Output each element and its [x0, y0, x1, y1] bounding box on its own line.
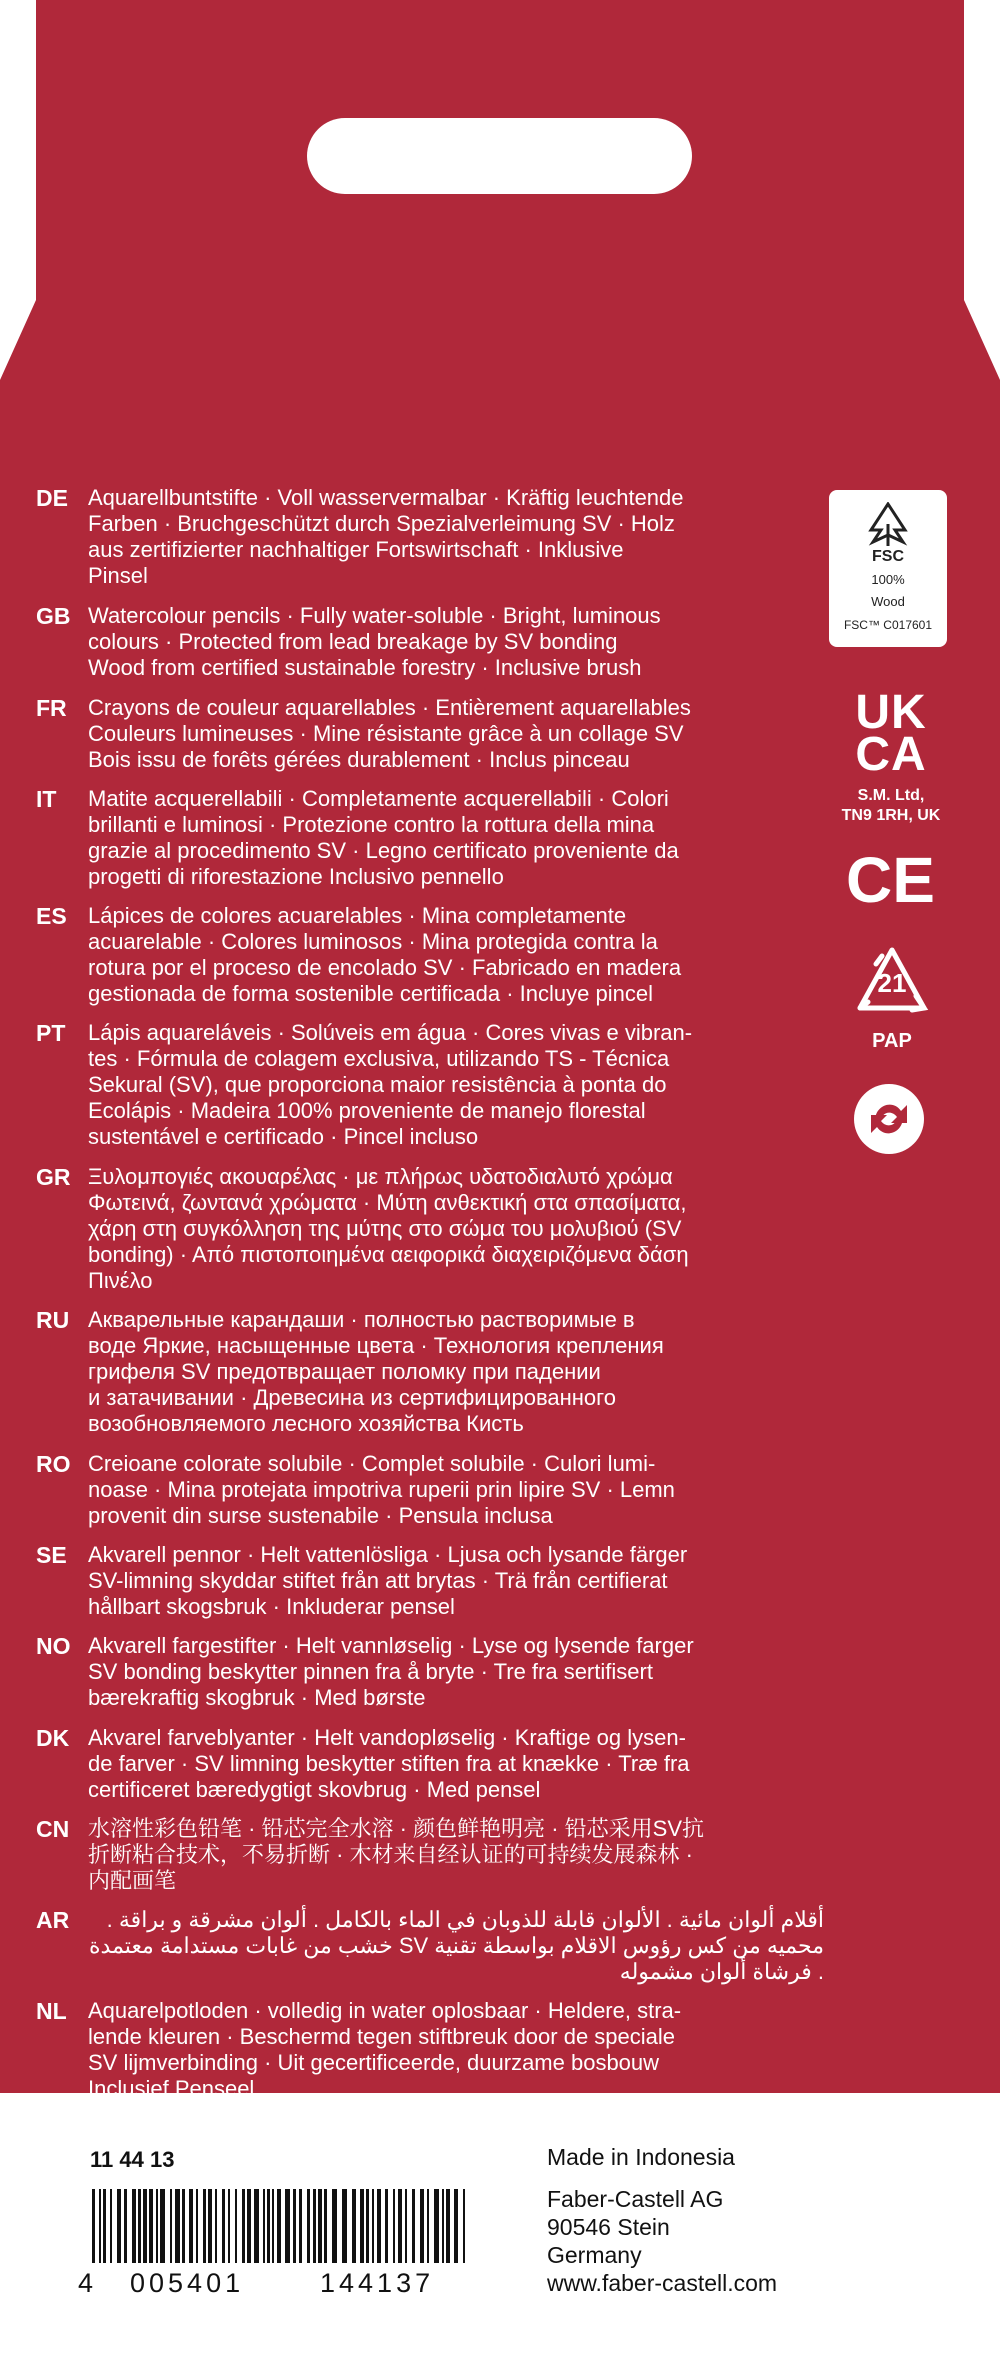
fsc-material: Wood — [871, 594, 905, 609]
barcode-bar — [352, 2189, 356, 2263]
lang-text: Watercolour pencils · Fully water-soluble · Bright, luminous colours · Protected from lead breakage by SV bonding Wood from certified sustainable forestry · Inclusive brush — [88, 603, 661, 680]
barcode-bar — [293, 2189, 296, 2263]
barcode-digits-right: 144137 — [320, 2268, 435, 2298]
lang-code: FR — [36, 695, 67, 721]
lang-text: Akvarell fargestifter · Helt vannløselig · Lyse og lysende farger SV bonding beskytter pinnen fra å bryte · Tre fra sertifisert bærekraftig skogbruk · Med børste — [88, 1633, 694, 1710]
company-city: 90546 Stein — [547, 2214, 670, 2240]
ce-mark: CE — [846, 844, 935, 916]
barcode-bar — [398, 2189, 402, 2263]
barcode-bar — [228, 2189, 230, 2263]
barcode-bar — [208, 2189, 212, 2263]
barcode-bar — [372, 2189, 374, 2263]
lang-code: RO — [36, 1451, 71, 1477]
sku-number: 11 44 13 — [90, 2147, 175, 2172]
ukca-mark-top: UK — [855, 686, 927, 739]
lang-code: GR — [36, 1164, 71, 1190]
lang-text: Akvarel farveblyanter · Helt vandopløselig · Kraftige og lysen- de farver · SV limning beskytter stiften fra at knække · Træ fra certificeret bæredygtigt skovbrug · Med pensel — [88, 1725, 690, 1802]
barcode-bar — [446, 2189, 450, 2263]
barcode-bar — [242, 2189, 245, 2263]
lang-code: DE — [36, 485, 68, 511]
company-country: Germany — [547, 2242, 642, 2268]
barcode-bar — [160, 2189, 165, 2263]
barcode-bar — [124, 2189, 127, 2263]
lang-text: Aquarellbuntstifte · Voll wasservermalbar · Kräftig leuchtende Farben · Bruchgeschützt durch Spezialverleimung SV · Holz aus zertifizierter nachhaltiger Fortswirtschaft · Inklusive Pinsel — [88, 485, 684, 588]
barcode-bar — [434, 2189, 439, 2263]
lang-code: IT — [36, 786, 57, 812]
lang-text: Akvarell pennor · Helt vattenlösliga · Ljusa och lysande färger SV-limning skyddar stiftet från att brytas · Trä från certifierat hållbart skogsbruk · Inkluderar pensel — [88, 1542, 688, 1619]
lang-text: Creioane colorate solubile · Complet solubile · Culori lumi- noase · Mina protejata impotriva ruperii prin lipire SV · Lemn provenit din surse sustenabile · Pensula inclusa — [88, 1451, 675, 1528]
barcode-digits-left: 005401 — [130, 2268, 245, 2298]
lang-text: أقلام ألوان مائية . الألوان قابلة للذوبان في الماء بالكامل . ألوان مشرقة و براقة . محميه من كس رؤوس الاقلام بواسطة تقنية SV خشب من غابات مستدامة معتمدة . فرشاة ألوان مشموله — [89, 1907, 824, 1984]
barcode-bar — [175, 2189, 180, 2263]
recycle-number: 21 — [877, 968, 907, 998]
barcode-bar — [143, 2189, 147, 2263]
barcode-bar — [138, 2189, 141, 2263]
barcode-bar — [299, 2189, 302, 2263]
barcode-bar — [92, 2189, 95, 2263]
fsc-label: FSC — [872, 548, 904, 565]
barcode-bar — [412, 2189, 415, 2263]
lang-text: Lápis aquareláveis · Solúveis em água · Cores vivas e vibran- tes · Fórmula de colagem exclusiva, utilizando TS - Técnica Sekural (SV), que proporciona maior resistência à ponta do Ecolápis · Madeira 100% proveniente de manejo florestal sustentável e certificado · Pincel incluso — [88, 1020, 693, 1149]
barcode-bar — [307, 2189, 310, 2263]
barcode-bar — [420, 2189, 424, 2263]
barcode-bar — [313, 2189, 316, 2263]
company-info — [547, 2143, 777, 2297]
barcode-bar — [285, 2189, 290, 2263]
barcode-bar — [215, 2189, 217, 2263]
lang-code: NL — [36, 1998, 67, 2024]
barcode-bar — [149, 2189, 153, 2263]
barcode-bar — [110, 2189, 112, 2263]
fsc-percent: 100% — [871, 572, 905, 587]
barcode-bar — [267, 2189, 270, 2263]
barcode-bar — [189, 2189, 193, 2263]
barcode-bar — [117, 2189, 121, 2263]
barcode-bar — [318, 2189, 322, 2263]
fsc-tree-icon — [851, 502, 925, 546]
ukca-address: S.M. Ltd, TN9 1RH, UK — [841, 787, 941, 824]
barcode-bar — [442, 2189, 444, 2263]
hang-hole — [307, 118, 692, 194]
barcode-bar — [393, 2189, 395, 2263]
lang-code: SE — [36, 1542, 67, 1568]
lang-code: AR — [36, 1907, 70, 1933]
barcode-bar — [99, 2189, 101, 2263]
barcode-bar — [377, 2189, 381, 2263]
lang-code: NO — [36, 1633, 71, 1659]
barcode-bar — [103, 2189, 106, 2263]
barcode-bar — [182, 2189, 185, 2263]
barcode-bar — [385, 2189, 388, 2263]
barcode-bar — [247, 2189, 251, 2263]
ukca-mark — [828, 686, 954, 826]
lang-text: 水溶性彩色铅笔 · 铅芯完全水溶 · 颜色鲜艳明亮 · 铅芯采用SV抗 折断粘合技术，不易折断 · 木材来自经认证的可持续发展森林 · 内配画笔 — [88, 1816, 705, 1893]
lang-text: Crayons de couleur aquarellables · Entièrement aquarellables Couleurs lumineuses · Mine résistante grâce à un collage SV Bois issu de forêts gérées durablement · Inclus pinceau — [88, 695, 691, 772]
lang-text: Акварельные карандаши · полностью растворимые в воде Яркие, насыщенные цвета · Технология крепления грифеля SV предотвращает поломку при падении и затачивании · Древесина из сертифицированного возобновляемого лесного хозяйства Кисть — [88, 1307, 664, 1436]
barcode-bar — [454, 2189, 458, 2263]
barcode-bar — [405, 2189, 407, 2263]
barcode-bar — [366, 2189, 369, 2263]
fsc-code: FSC™ C017601 — [843, 618, 933, 632]
barcode-bar — [427, 2189, 429, 2263]
lang-code: PT — [36, 1020, 66, 1046]
pap-label: PAP — [872, 1030, 912, 1052]
lang-code: RU — [36, 1307, 70, 1333]
barcode-bar — [132, 2189, 136, 2263]
barcode-bar — [277, 2189, 281, 2263]
barcode-bar — [324, 2189, 327, 2263]
barcode-bar — [222, 2189, 225, 2263]
barcode-digit-lead: 4 — [78, 2268, 94, 2298]
barcode-bar — [156, 2189, 158, 2263]
fsc-badge — [829, 490, 947, 647]
barcode-bar — [235, 2189, 237, 2263]
barcode-bar — [170, 2189, 172, 2263]
barcode-bar — [196, 2189, 198, 2263]
barcode-bars — [78, 2183, 480, 2263]
lang-text: Aquarelpotloden · volledig in water oplosbaar · Heldere, stra- lende kleuren · Beschermd tegen stiftbreuk door de speciale SV lijmverbinding · Uit gecertificeerde, duurzame bosbouw Inclusief Penseel — [88, 1998, 682, 2101]
lang-code: DK — [36, 1725, 70, 1751]
barcode-bar — [254, 2189, 259, 2263]
barcode-bar — [332, 2189, 337, 2263]
ukca-mark-bottom: CA — [855, 728, 927, 781]
barcode-bar — [342, 2189, 347, 2263]
lang-text: Ξυλομπογιές ακουαρέλας · με πλήρως υδατοδιαλυτό χρώμα Φωτεινά, ζωντανά χρώματα · Μύτη ανθεκτική στα σπασίματα, χάρη στη συγκόλληση της μύτης στο σώμα του μολυβιού (SV bonding) · Από πιστοποιημένα αειφορικά διαχειριζόμενα δάση Πινέλο — [88, 1164, 689, 1293]
barcode-bar — [360, 2189, 364, 2263]
barcode-bar — [463, 2189, 465, 2263]
lang-text: Matite acquerellabili · Completamente acquerellabili · Colori brillanti e luminosi · Protezione contro la rottura della mina grazie al procedimento SV · Legno certificato proveniente da progetti di riforestazione Inclusivo pennello — [88, 786, 679, 889]
company-url[interactable]: www.faber-castell.com — [547, 2270, 778, 2296]
lang-text: Lápices de colores acuarelables · Mina completamente acuarelable · Colores luminosos · Mina protegida contra la rotura por el proceso de encolado SV · Fabricado en madera gestionada de forma sostenible certificada · Incluye pincel — [88, 903, 682, 1006]
barcode-bar — [272, 2189, 274, 2263]
company-name: Faber-Castell AG — [547, 2186, 724, 2212]
lang-code: ES — [36, 903, 67, 929]
lang-code: GB — [36, 603, 71, 629]
lang-code: CN — [36, 1816, 70, 1842]
barcode-bar — [203, 2189, 206, 2263]
made-in: Made in Indonesia — [547, 2144, 735, 2170]
green-dot-icon — [853, 1083, 925, 1155]
barcode-bar — [263, 2189, 265, 2263]
